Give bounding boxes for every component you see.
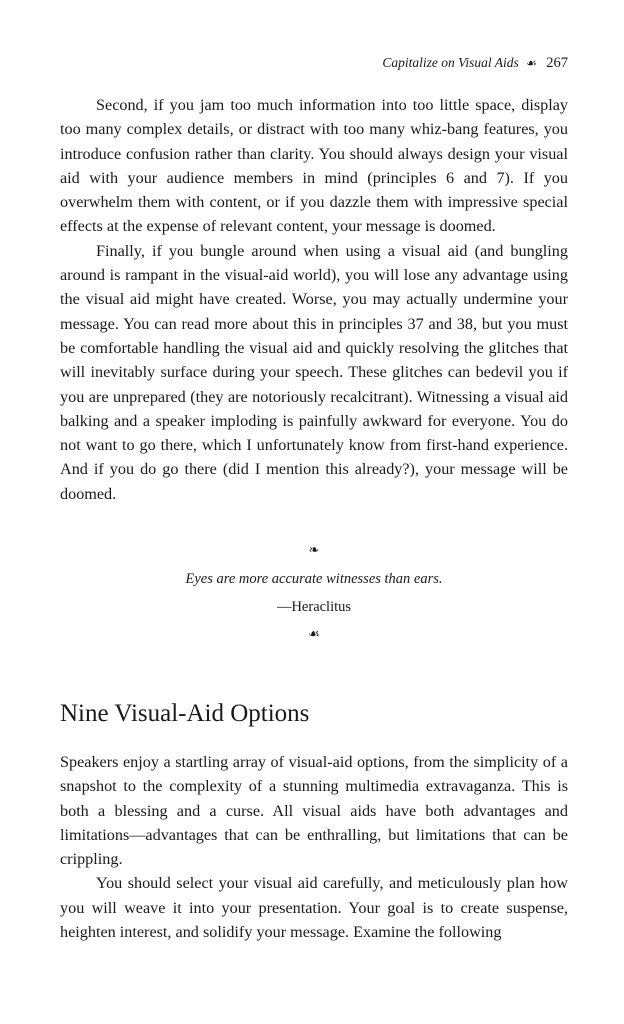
epigraph-attribution: —Heraclitus [276,599,352,615]
epigraph [60,540,568,644]
fleuron-bottom-icon: ☙ [308,626,320,641]
paragraph-finally: Finally, if you bungle around when using a visual aid (and bungling around is rampant in the visual-aid world), you will lose any advantage using the visual aid might have created. Worse, you may actually undermine your message. You can read more about this in principles 37 and 38, but you must be comfortable handling the visual aid and quickly resolving the glitches that will inevitably surface during your speech. These glitches can bedevil you if you are unprepared (they are notoriously recalcitrant). Witnessing a visual aid balking and a speaker imploding is painfully awkward for everyone. You do not want to go there, which I unfortunately know from first-hand experience. And if you do go there (did I mention this already?), your message will be doomed. [60,241,568,503]
book-page [60,0,568,1024]
paragraph-speakers: Speakers enjoy a startling array of visual-aid options, from the simplicity of a snapshot to the complexity of a stunning multimedia extravaganza. This is both a blessing and a curse. All visual aids have both advantages and limitations—advantages that can be enthralling, but limitations that can be crippling. [60,753,568,869]
page-number: 267 [546,55,568,71]
paragraph-select: You should select your visual aid carefully, and meticulously plan how you will weave it into your presentation. Your goal is to create suspense, heighten interest, and solidify your message. Examine the following [60,874,568,942]
fleuron-icon: ☙ [526,56,537,70]
running-head-title: Capitalize on Visual Aids [382,55,519,70]
section-heading: Nine Visual-Aid Options [60,700,310,727]
running-head [382,55,568,72]
body-text-section [60,750,568,944]
paragraph-second: Second, if you jam too much information into too little space, display too many complex details, or distract with too many whiz-bang features, you introduce confusion rather than clarity. You should always design your visual aid with your audience members in mind (principles 6 and 7). If you overwhelm them with content, or if you dazzle them with impressive special effects at the expense of relevant content, your message is doomed. [60,96,568,236]
fleuron-top-icon: ❧ [308,542,320,557]
epigraph-quote: Eyes are more accurate witnesses than ears. [185,571,443,587]
body-text-top [60,93,568,506]
